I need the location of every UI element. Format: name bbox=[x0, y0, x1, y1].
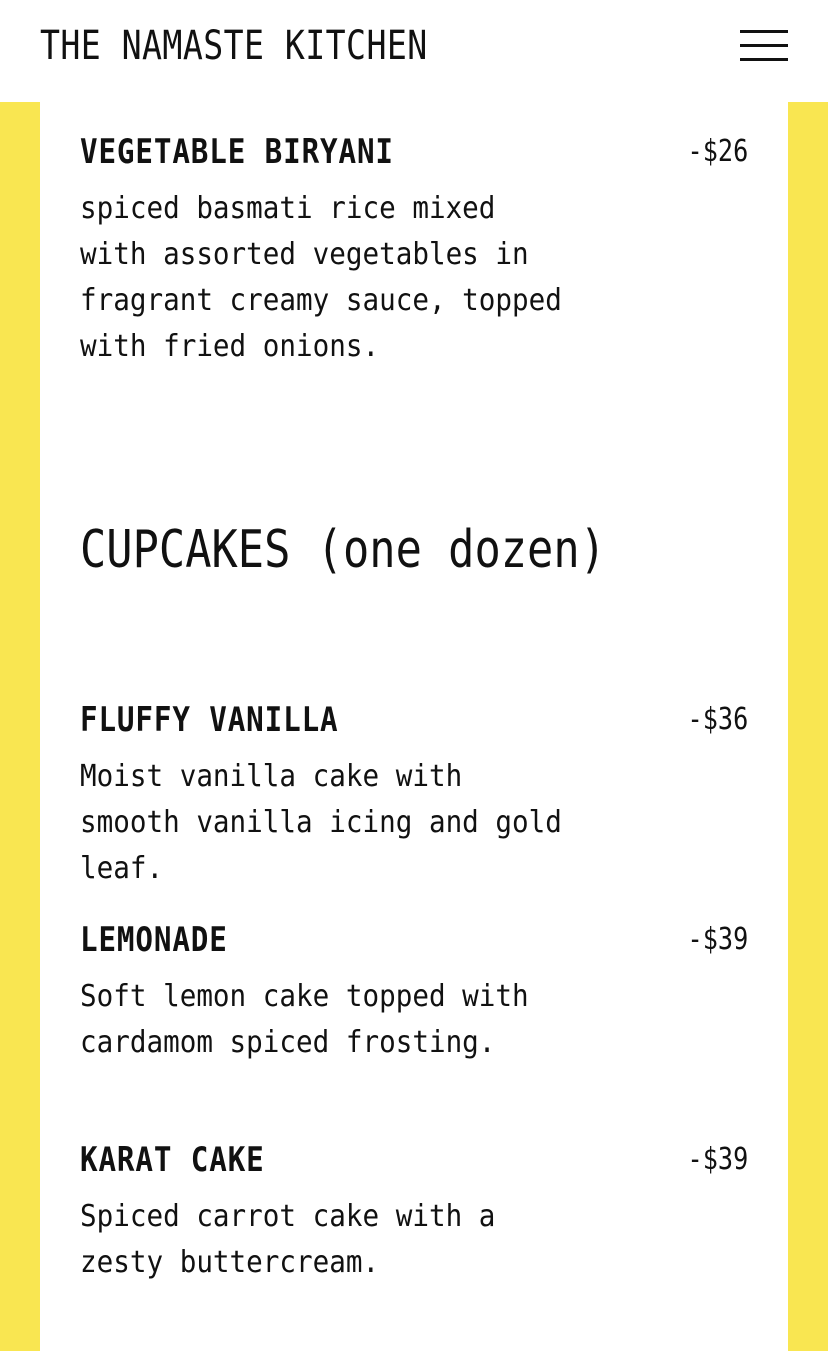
menu-item-name: VEGETABLE BIRYANI bbox=[80, 132, 394, 172]
menu-item-price: -$26 bbox=[687, 134, 748, 169]
menu-item-description: Soft lemon cake topped with cardamom spiced frosting. bbox=[80, 979, 529, 1060]
menu-bar-top bbox=[740, 30, 788, 33]
menu-bar-middle bbox=[740, 44, 788, 47]
menu-item-description: spiced basmati rice mixed with assorted vegetables in fragrant creamy sauce, topped with fried onions. bbox=[80, 191, 562, 364]
left-accent-band bbox=[0, 102, 40, 1351]
menu-item-price: -$39 bbox=[687, 922, 748, 957]
menu-bar-bottom bbox=[740, 58, 788, 61]
menu-item-description: Spiced carrot cake with a zesty buttercream. bbox=[80, 1199, 496, 1280]
section-title: CUPCAKES (one dozen) bbox=[80, 520, 606, 580]
site-header bbox=[0, 0, 828, 102]
site-title[interactable]: THE NAMASTE KITCHEN bbox=[40, 23, 428, 69]
hamburger-menu-icon[interactable] bbox=[740, 30, 788, 64]
right-accent-band bbox=[788, 102, 828, 1351]
menu-content bbox=[40, 102, 788, 1351]
menu-item-price: -$36 bbox=[687, 702, 748, 737]
menu-item-name: KARAT CAKE bbox=[80, 1140, 265, 1180]
menu-item-price: -$39 bbox=[687, 1142, 748, 1177]
menu-item-name: LEMONADE bbox=[80, 920, 228, 960]
menu-item-name: FLUFFY VANILLA bbox=[80, 700, 339, 740]
menu-item-description: Moist vanilla cake with smooth vanilla icing and gold leaf. bbox=[80, 759, 562, 886]
